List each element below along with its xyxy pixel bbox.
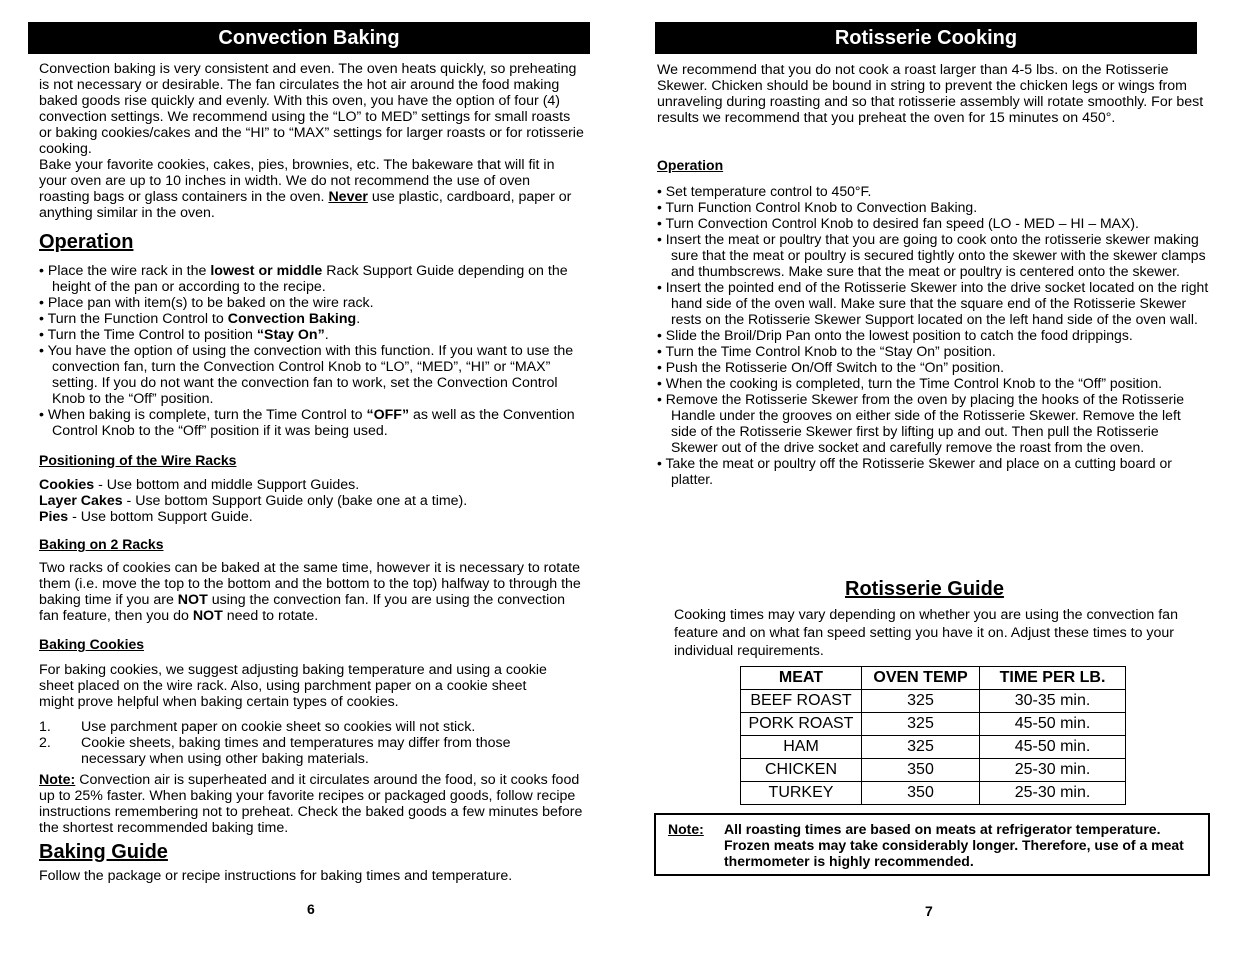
two-racks-text: Two racks of cookies can be baked at the same time, however it is necessary to rotate them (i.e. move the top to the bottom and the bottom to the top) halfway to through the baking time if you are NOT using the convection fan. If you are using the convection fan feature, then you do NOT need to rotate. xyxy=(39,560,581,624)
column-header: TIME PER LB. xyxy=(980,667,1126,690)
list-item: • Push the Rotisserie On/Off Switch to the “On” position. xyxy=(657,359,1005,375)
baking-cookies-text: For baking cookies, we suggest adjusting baking temperature and using a cookie sheet placed on the wire rack. Also, using parchment paper on a cookie sheet might prove helpful when baking certain types of cookies. xyxy=(39,662,547,710)
list-item: • Take the meat or poultry off the Rotisserie Skewer and place on a cutting board or platter. xyxy=(657,455,1172,487)
table-cell: 350 xyxy=(862,782,980,805)
cookies-numbered-list xyxy=(39,719,559,767)
list-item: • When baking is complete, turn the Time Control to “OFF” as well as the Convention Control Knob to the “Off” position if it was being used. xyxy=(39,407,575,439)
rotisserie-steps xyxy=(657,183,1209,487)
table-cell: BEEF ROAST xyxy=(741,690,862,713)
table-cell: 325 xyxy=(862,713,980,736)
column-header: MEAT xyxy=(741,667,862,690)
note-text: All roasting times are based on meats at refrigerator temperature. Frozen meats may take considerably longer. Therefore, use of a meat thermometer is highly recommended. xyxy=(724,821,1184,869)
table-cell: 45-50 min. xyxy=(980,713,1126,736)
table-cell: HAM xyxy=(741,736,862,759)
convection-intro xyxy=(39,61,584,221)
list-item: • Place the wire rack in the lowest or middle Rack Support Guide depending on the height of the pan or according to the recipe. xyxy=(39,263,568,295)
list-item: • Insert the meat or poultry that you are going to cook onto the rotisserie skewer making sure that the meat or poultry is secured tightly onto the skewer with the skewer clamps and thumbscrews. Make sure that the meat or poultry is centered onto the skewer. xyxy=(657,231,1206,279)
list-item: • Slide the Broil/Drip Pan onto the lowest position to catch the food drippings. xyxy=(657,327,1133,343)
list-item: • Insert the pointed end of the Rotisserie Skewer into the drive socket located on the right hand side of the oven wall. Make sure that the square end of the Rotisserie Skewer rests on the Rotisserie Skewer Support located on the left hand side of the oven wall. xyxy=(657,279,1209,327)
table-cell: 25-30 min. xyxy=(980,759,1126,782)
note-label: Note: xyxy=(668,821,704,837)
table-row xyxy=(741,759,1126,782)
table-cell: 25-30 min. xyxy=(980,782,1126,805)
rotisserie-guide-title: Rotisserie Guide xyxy=(845,578,1004,600)
rotisserie-intro: We recommend that you do not cook a roast larger than 4-5 lbs. on the Rotisserie Skewer. Chicken should be bound in string to prevent the chicken legs or wings from unraveling during roasting and so that rotisserie assembly will rotate smoothly. For best results we recommend that you preheat the oven for 15 minutes on 450°. xyxy=(657,62,1204,126)
roasting-note-box xyxy=(654,813,1210,876)
list-item: • Turn the Time Control to position “Stay On”. xyxy=(39,327,329,343)
two-racks-title: Baking on 2 Racks xyxy=(39,536,164,552)
list-item: • You have the option of using the convection with this function. If you want to use the convection fan, turn the Convection Control Knob to “LO”, “MED”, “HI” or “MAX” setting. If you do not want the convection fan to work, set the Convection Control Knob to the “Off” position. xyxy=(39,343,574,407)
list-item: Pies - Use bottom Support Guide. xyxy=(39,509,253,525)
rotisserie-guide-text: Cooking times may vary depending on whether you are using the convection fan feature and on what fan speed setting you have it on. Adjust these times to your individual requirements. xyxy=(674,607,1178,659)
intro-paragraph-1: Convection baking is very consistent and even. The oven heats quickly, so preheating is not necessary or desirable. The fan circulates the hot air around the food making baked goods rise quickly and evenly. With this oven, you have the option of four (4) convection settings. We recommend using the “LO” to MED” settings for small roasts or baking cookies/cakes and the “HI” to “MAX” settings for larger roasts or for rotisserie cooking. xyxy=(39,61,584,157)
baking-cookies-title: Baking Cookies xyxy=(39,636,145,652)
table-row xyxy=(741,690,1126,713)
baking-guide-text: Follow the package or recipe instructions for baking times and temperature. xyxy=(39,868,513,884)
table-cell: 30-35 min. xyxy=(980,690,1126,713)
list-item: 2. Cookie sheets, baking times and temperatures may differ from those necessary when using other baking materials. xyxy=(39,735,511,767)
table-cell: TURKEY xyxy=(741,782,862,805)
convection-baking-header: Convection Baking xyxy=(28,22,590,54)
table-row xyxy=(741,713,1126,736)
table-row xyxy=(741,736,1126,759)
baking-guide-title: Baking Guide xyxy=(39,841,168,863)
list-item: • Turn the Function Control to Convection Baking. xyxy=(39,311,361,327)
operation-title: Operation xyxy=(39,231,134,253)
convection-note: Note: Convection air is superheated and it circulates around the food, so it cooks food up to 25% faster. When baking your favorite recipes or packaged goods, follow recipe instructions remembering not to preheat. Check the baked goods a few minutes before the shortest recommended baking time. xyxy=(39,772,583,836)
list-item: • Set temperature control to 450°F. xyxy=(657,183,872,199)
list-item: • When the cooking is completed, turn the Time Control Knob to the “Off” position. xyxy=(657,375,1163,391)
table-header-row xyxy=(741,667,1126,690)
list-item: • Place pan with item(s) to be baked on the wire rack. xyxy=(39,295,374,311)
column-header: OVEN TEMP xyxy=(862,667,980,690)
table-cell: CHICKEN xyxy=(741,759,862,782)
rotisserie-cooking-header: Rotisserie Cooking xyxy=(655,22,1197,54)
rotisserie-guide-table xyxy=(740,666,1126,805)
list-item: • Remove the Rotisserie Skewer from the oven by placing the hooks of the Rotisserie Handle under the grooves on either side of the Rotisserie Skewer. Remove the left side of the Rotisserie Skewer first by lifting up and out. Then pull the Rotisserie Skewer out of the drive socket and carefully remove the roast from the oven. xyxy=(657,391,1185,455)
list-item: 1. Use parchment paper on cookie sheet so cookies will not stick. xyxy=(39,719,476,735)
table-cell: 325 xyxy=(862,736,980,759)
wire-racks-title: Positioning of the Wire Racks xyxy=(39,452,237,468)
table-cell: 350 xyxy=(862,759,980,782)
list-item: • Turn Function Control Knob to Convection Baking. xyxy=(657,199,978,215)
wire-racks-list xyxy=(39,477,584,525)
table-cell: PORK ROAST xyxy=(741,713,862,736)
list-item: Cookies - Use bottom and middle Support Guides. xyxy=(39,477,360,493)
table-row xyxy=(741,782,1126,805)
list-item: • Turn Convection Control Knob to desired fan speed (LO - MED – HI – MAX). xyxy=(657,215,1139,231)
list-item: • Turn the Time Control Knob to the “Stay On” position. xyxy=(657,343,996,359)
operation-list xyxy=(39,263,584,439)
table-cell: 45-50 min. xyxy=(980,736,1126,759)
page-number-left: 6 xyxy=(307,901,315,917)
list-item: Layer Cakes - Use bottom Support Guide only (bake one at a time). xyxy=(39,493,468,509)
table-cell: 325 xyxy=(862,690,980,713)
rotisserie-operation-title: Operation xyxy=(657,157,724,173)
page-number-right: 7 xyxy=(925,903,933,919)
intro-paragraph-2: Bake your favorite cookies, cakes, pies, brownies, etc. The bakeware that will fit in your oven are up to 10 inches in width. We do not recommend the use of oven roasting bags or glass containers in the oven. Never use plastic, cardboard, paper or anything similar in the oven. xyxy=(39,157,572,221)
